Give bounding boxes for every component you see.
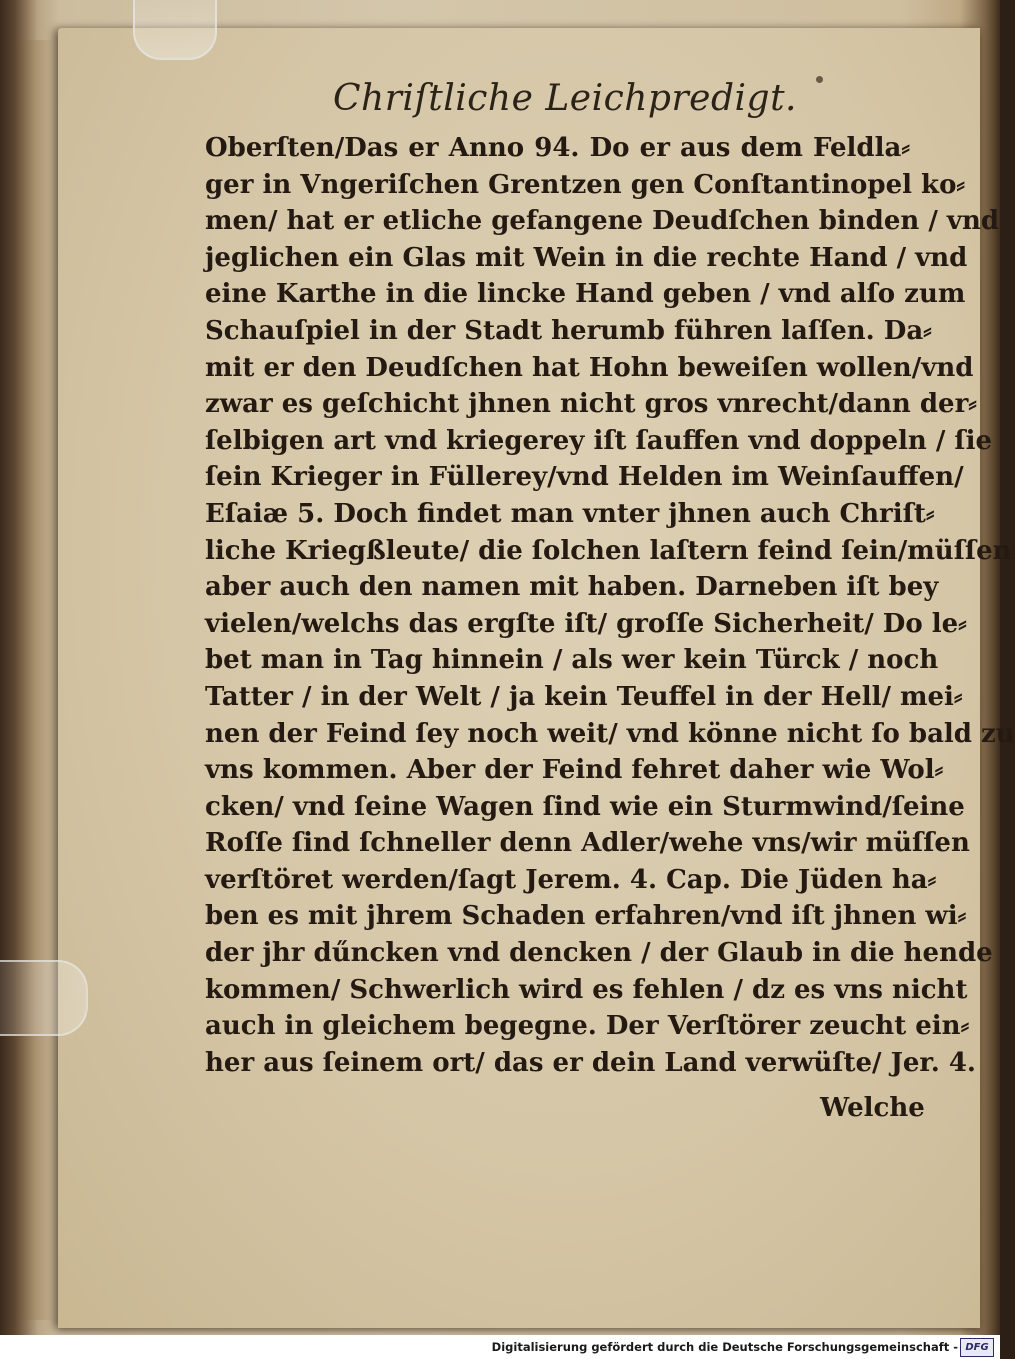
- text-line: ger in Vngeriſchen Grentzen gen Conſtantinopel ko⸗: [205, 169, 966, 200]
- text-line: ſein Krieger in Füllerey/vnd Helden im Weinſauffen/: [205, 462, 964, 493]
- text-line: vns kommen. Aber der Feind fehret daher wie Wol⸗: [205, 755, 944, 786]
- text-line: liche Kriegßleute/ die ſolchen laſtern feind ſein/müſſen: [205, 535, 1012, 566]
- text-line: nen der Feind ſey noch weit/ vnd könne nicht ſo bald zu: [205, 718, 1015, 749]
- page-clip-top: [133, 0, 217, 60]
- running-title: Chriſtliche Leichpredigt.: [332, 78, 797, 119]
- text-line: auch in gleichem begegne. Der Verſtörer zeucht ein⸗: [205, 1011, 970, 1042]
- text-line: zwar es geſchicht jhnen nicht gros vnrecht/dann der⸗: [205, 389, 977, 420]
- body-text: [205, 130, 1015, 1081]
- text-line: kommen/ Schwerlich wird es fehlen / dz es vns nicht: [205, 974, 968, 1005]
- page-stack-edge: [18, 40, 54, 1320]
- text-line: jeglichen ein Glas mit Wein in die rechte Hand / vnd: [205, 242, 968, 273]
- text-line: ben es mit jhrem Schaden erfahren/vnd iſt jhnen wi⸗: [205, 901, 967, 932]
- text-line: Tatter / in der Welt / ja kein Teuffel in der Hell/ mei⸗: [205, 681, 963, 712]
- digitization-footer: [0, 1335, 1000, 1359]
- text-line: Oberſten/Das er Anno 94. Do er aus dem Feldla⸗: [205, 133, 910, 163]
- catchword: Welche: [820, 1093, 925, 1123]
- text-line: eine Karthe in die lincke Hand geben / vnd alſo zum: [205, 279, 966, 310]
- text-line: vielen/welchs das ergſte iſt/ groſſe Sicherheit/ Do le⸗: [205, 608, 967, 639]
- page-clip-left: [0, 960, 88, 1036]
- text-line: bet man in Tag hinnein / als wer kein Türck / noch: [205, 645, 939, 676]
- text-line: cken/ vnd ſeine Wagen ſind wie ein Sturmwind/ſeine: [205, 791, 965, 822]
- text-line: her aus ſeinem ort/ das er dein Land verwüſte/ Jer. 4.: [205, 1047, 976, 1078]
- text-line: mit er den Deudſchen hat Hohn beweiſen wollen/vnd: [205, 352, 974, 383]
- text-line: verſtöret werden/ſagt Jerem. 4. Cap. Die Jüden ha⸗: [205, 864, 937, 895]
- funding-credit: Digitalisierung gefördert durch die Deutsche Forschungsgemeinschaft -: [491, 1340, 958, 1354]
- text-line: Schauſpiel in der Stadt herumb führen laſſen. Da⸗: [205, 315, 932, 346]
- text-line: Roſſe ſind ſchneller denn Adler/wehe vns/wir müſſen: [205, 828, 970, 859]
- text-line: men/ hat er etliche gefangene Deudſchen binden / vnd: [205, 206, 1000, 237]
- text-line: Eſaiæ 5. Doch findet man vnter jhnen auch Chriſt⸗: [205, 498, 935, 529]
- text-line: aber auch den namen mit haben. Darneben iſt bey: [205, 572, 939, 603]
- text-line: der jhr dűncken vnd dencken / der Glaub in die hende: [205, 938, 993, 969]
- dfg-logo: DFG: [960, 1338, 994, 1357]
- text-line: ſelbigen art vnd kriegerey iſt ſauffen vnd doppeln / ſie: [205, 425, 992, 456]
